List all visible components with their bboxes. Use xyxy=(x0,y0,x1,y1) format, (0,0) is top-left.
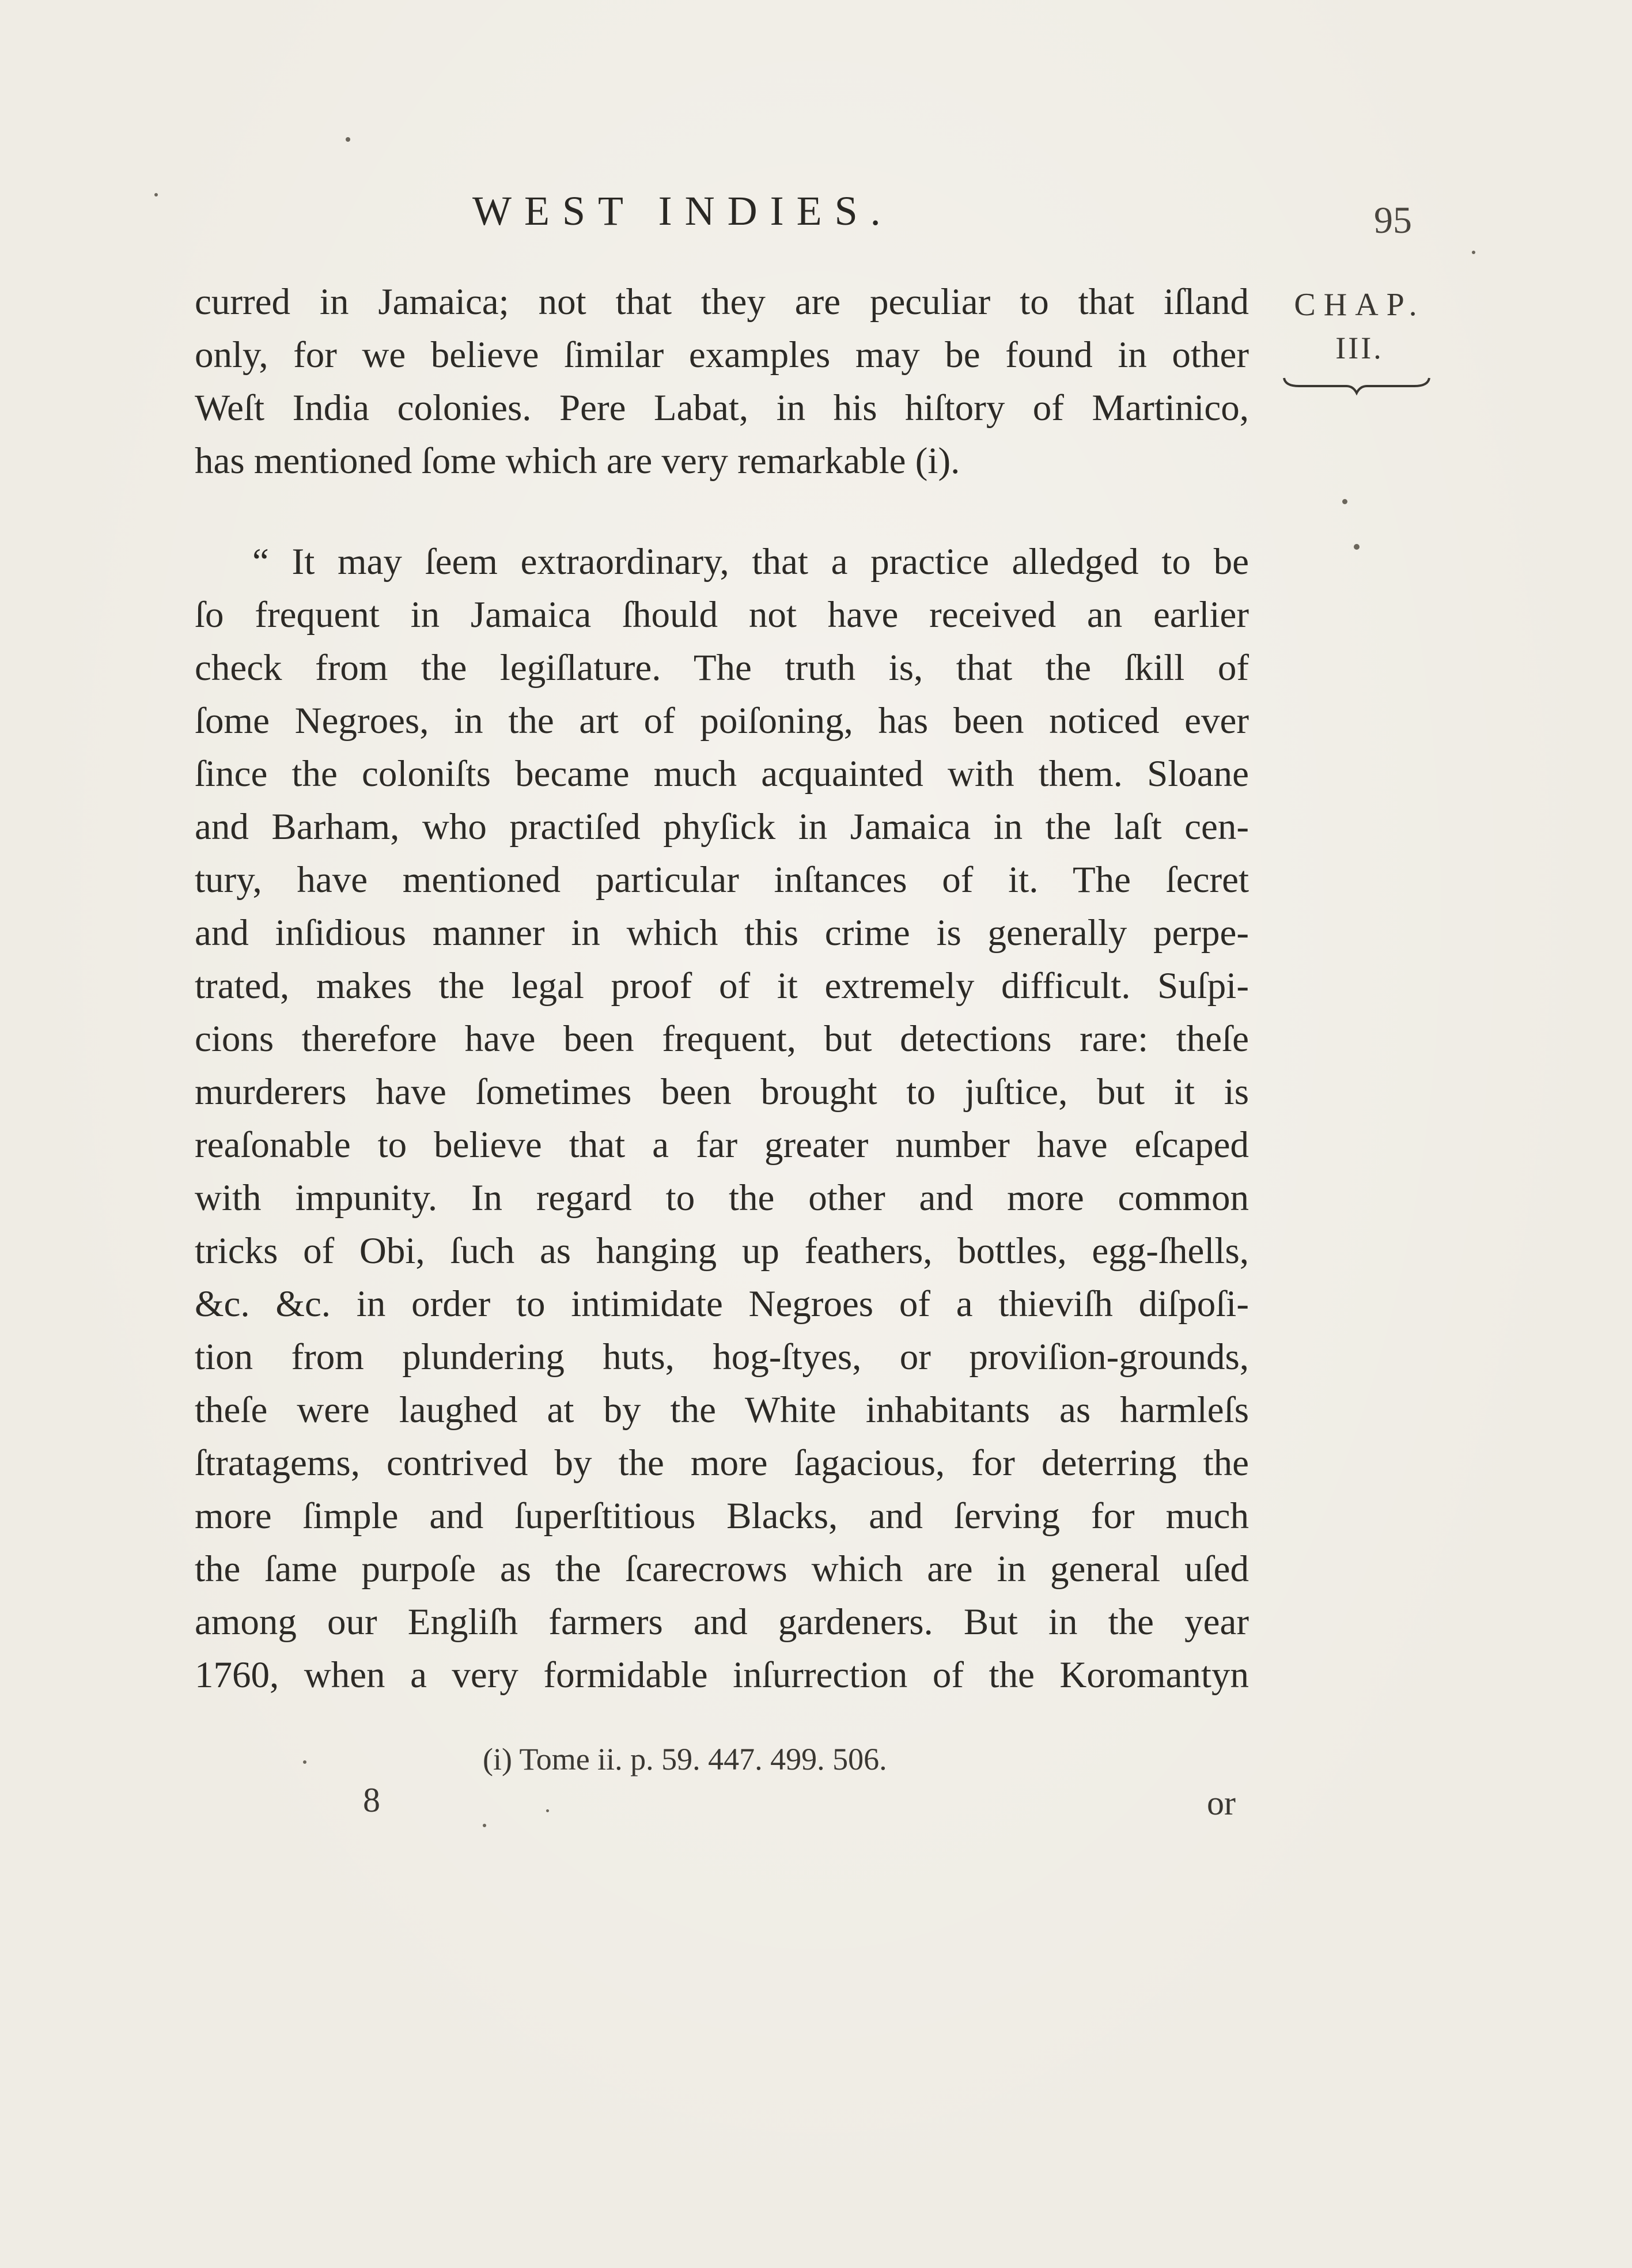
text-line: tion from plundering huts, hog-ſtyes, or proviſion-grounds, xyxy=(195,1336,1249,1378)
text-line: murderers have ſometimes been brought to juſtice, but it is xyxy=(195,1071,1249,1113)
paper-speck xyxy=(346,137,350,142)
text-line: only, for we believe ſimilar examples may be found in other xyxy=(195,334,1249,376)
text-line: the ſame purpoſe as the ſcarecrows which are in general uſed xyxy=(195,1548,1249,1590)
paper-speck xyxy=(1354,544,1360,550)
text-line: ſome Negroes, in the art of poiſoning, has been noticed ever xyxy=(195,700,1249,742)
text-line: ſo frequent in Jamaica ſhould not have received an earlier xyxy=(195,594,1249,636)
paper-speck xyxy=(483,1824,486,1827)
paper-speck xyxy=(1342,499,1347,504)
page-number: 95 xyxy=(1374,199,1412,241)
text-line: Weſt India colonies. Pere Labat, in his hiſtory of Martinico, xyxy=(195,387,1249,429)
text-line: cions therefore have been frequent, but detections rare: theſe xyxy=(195,1018,1249,1060)
text-line: and inſidious manner in which this crime is generally perpe- xyxy=(195,912,1249,954)
paper-speck xyxy=(546,1809,549,1812)
chapter-number: III. xyxy=(1335,331,1384,365)
text-line: 1760, when a very formidable inſurrection of the Koromantyn xyxy=(195,1654,1249,1696)
text-line: reaſonable to believe that a far greater number have eſcaped xyxy=(195,1124,1249,1166)
text-line: &c. &c. in order to intimidate Negroes of a thieviſh diſpoſi- xyxy=(195,1283,1249,1325)
text-line: more ſimple and ſuperſtitious Blacks, and ſerving for much xyxy=(195,1495,1249,1537)
footnote: (i) Tome ii. p. 59. 447. 499. 506. xyxy=(483,1742,887,1776)
text-line: has mentioned ſome which are very remarkable (i). xyxy=(195,440,960,482)
paper-speck xyxy=(1472,251,1475,254)
paragraph-2 xyxy=(195,535,1249,1702)
text-line: with impunity. In regard to the other and more common xyxy=(195,1177,1249,1219)
chapter-brace-ornament xyxy=(1282,373,1432,396)
text-line: curred in Jamaica; not that they are peculiar to that iſland xyxy=(195,281,1249,323)
running-head: WEST INDIES. xyxy=(472,188,893,234)
text-line: check from the legiſlature. The truth is, that the ſkill of xyxy=(195,647,1249,689)
chapter-label: CHAP. xyxy=(1294,287,1425,323)
text-line: ſince the coloniſts became much acquainted with them. Sloane xyxy=(195,753,1249,795)
text-line: trated, makes the legal proof of it extremely difficult. Suſpi- xyxy=(195,965,1249,1007)
catchword: or xyxy=(1207,1784,1236,1822)
paper-speck xyxy=(154,193,158,196)
text-line: theſe were laughed at by the White inhabitants as harmleſs xyxy=(195,1389,1249,1431)
text-line: and Barham, who practiſed phyſick in Jamaica in the laſt cen- xyxy=(195,806,1249,848)
text-line: “ It may ſeem extraordinary, that a practice alledged to be xyxy=(252,541,1249,583)
text-line: tricks of Obi, ſuch as hanging up feathers, bottles, egg-ſhells, xyxy=(195,1230,1249,1272)
signature-mark: 8 xyxy=(363,1781,380,1819)
text-line: tury, have mentioned particular inſtances of it. The ſecret xyxy=(195,859,1249,901)
text-line: among our Engliſh farmers and gardeners. But in the year xyxy=(195,1601,1249,1643)
paragraph-1 xyxy=(195,275,1249,487)
text-line: ſtratagems, contrived by the more ſagacious, for deterring the xyxy=(195,1442,1249,1484)
paper-speck xyxy=(303,1760,306,1764)
